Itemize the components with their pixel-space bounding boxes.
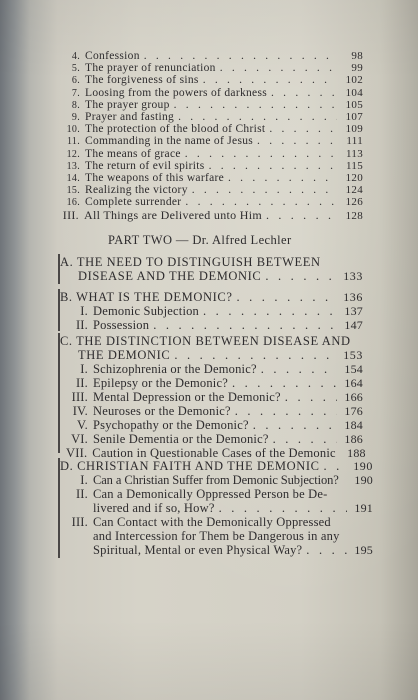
- toc-number: 6.: [71, 75, 80, 87]
- toc-page: 166: [344, 390, 363, 404]
- toc-title: Senile Dementia or the Demonic?: [93, 432, 269, 446]
- section-a-heading: [60, 255, 321, 270]
- toc-title: The return of evil spirits: [85, 159, 205, 172]
- toc-page: 105: [345, 98, 363, 111]
- toc-number: VI.: [71, 432, 88, 446]
- toc-number: 8.: [71, 99, 80, 111]
- toc-page: 115: [346, 159, 363, 172]
- toc-page: 186: [344, 432, 363, 446]
- toc-page: 102: [345, 74, 363, 87]
- toc-entry: [66, 87, 363, 99]
- toc-page: 137: [344, 304, 363, 318]
- toc-title: Caution in Questionable Cases of the Demonic: [92, 446, 336, 460]
- dot-leader: [174, 99, 337, 111]
- toc-number: 16.: [66, 197, 80, 209]
- dot-leader: [273, 432, 337, 447]
- dot-leader: [203, 74, 337, 86]
- dot-leader: [174, 348, 337, 363]
- section-a-entry: [78, 269, 363, 284]
- part-two-heading: PART TWO — Dr. Alfred Lechler: [108, 233, 292, 247]
- toc-title-cont: livered and if so, How?: [93, 501, 215, 515]
- dot-leader: [253, 418, 337, 433]
- toc-title: Loosing from the powers of darkness: [85, 86, 268, 99]
- section-c-line1: C. THE DISTINCTION BETWEEN DISEASE AND: [60, 334, 351, 348]
- toc-sub-entry: [66, 432, 363, 447]
- section-c-line2: THE DEMONIC: [78, 348, 171, 362]
- toc-entry: [66, 196, 363, 208]
- toc-page: 188: [347, 446, 366, 460]
- dot-leader: [203, 304, 337, 319]
- dot-leader: [266, 208, 337, 223]
- section-c-entry: [78, 348, 363, 363]
- toc-title: The means of grace: [85, 147, 181, 160]
- toc-entry: [66, 172, 363, 184]
- toc-title: Commanding in the name of Jesus: [85, 135, 254, 148]
- toc-title: The prayer group: [85, 98, 170, 111]
- toc-entry: [66, 135, 363, 147]
- section-d-item-2-line1: [66, 487, 328, 502]
- toc-page: 124: [345, 184, 363, 197]
- toc-entry: [66, 50, 363, 62]
- toc-title: Can a Demonically Oppressed Person be De-: [93, 487, 328, 501]
- section-d-item-3-line2: [93, 529, 340, 544]
- toc-page: 154: [344, 362, 363, 376]
- section-bar-c: [58, 333, 60, 453]
- toc-page: 126: [345, 196, 363, 209]
- toc-number: 4.: [71, 51, 80, 62]
- dot-leader: [220, 62, 337, 74]
- toc-entry: [66, 62, 363, 74]
- toc-title: The forgiveness of sins: [85, 74, 199, 87]
- toc-page: 128: [345, 210, 363, 222]
- dot-leader: [232, 376, 337, 391]
- dot-leader: [209, 160, 337, 172]
- dot-leader: [228, 172, 337, 184]
- dot-leader: [269, 123, 337, 135]
- toc-page: 147: [344, 318, 363, 332]
- toc-title-cont: and Intercession for Them be Dangerous in any: [93, 529, 340, 543]
- section-d-item-1: [66, 473, 373, 488]
- dot-leader: [306, 543, 347, 558]
- toc-title: Can a Christian Suffer from Demonic Subjection?: [93, 473, 339, 487]
- toc-entry: [66, 148, 363, 160]
- toc-number: 14.: [66, 173, 80, 184]
- toc-number: 9.: [71, 112, 80, 123]
- section-d-item-2-line2: [93, 501, 373, 516]
- toc-entry: [66, 184, 363, 196]
- toc-page: 190: [354, 473, 373, 487]
- dot-leader: [185, 196, 337, 208]
- toc-title: Can Contact with the Demonically Oppressed: [93, 515, 331, 529]
- toc-page: 190: [353, 459, 373, 473]
- dot-leader: [178, 111, 337, 123]
- section-a-line1: A. THE NEED TO DISTINGUISH BETWEEN: [60, 255, 321, 269]
- toc-page: 164: [344, 376, 363, 390]
- toc-number: 5.: [71, 63, 80, 75]
- toc-entry-part-one-iii: [60, 208, 363, 223]
- dot-leader: [265, 269, 337, 284]
- toc-number: IV.: [72, 404, 88, 418]
- toc-number: I.: [80, 473, 88, 487]
- dot-leader: [144, 50, 337, 62]
- dot-leader: [271, 87, 337, 99]
- toc-sub-entry: [66, 362, 363, 377]
- toc-page: 120: [345, 172, 363, 184]
- dot-leader: [261, 362, 337, 377]
- toc-number: V.: [77, 418, 88, 432]
- toc-title: Prayer and fasting: [85, 111, 175, 123]
- toc-number: III.: [71, 390, 88, 404]
- toc-number: 11.: [66, 136, 80, 148]
- toc-sub-entry: [66, 376, 363, 391]
- toc-page: 133: [343, 269, 363, 283]
- toc-number: I.: [80, 362, 88, 376]
- toc-title: Epilepsy or the Demonic?: [93, 376, 228, 390]
- toc-title: All Things are Delivered unto Him: [84, 208, 262, 222]
- toc-page: 153: [343, 348, 363, 362]
- toc-entry: [66, 111, 363, 123]
- toc-entry: [66, 74, 363, 86]
- toc-title: Confession: [85, 50, 140, 62]
- toc-entry: [66, 160, 363, 172]
- toc-title: Possession: [93, 318, 150, 332]
- toc-sub-entry: [66, 418, 363, 433]
- toc-page: 109: [345, 123, 363, 136]
- toc-page: 104: [345, 86, 363, 99]
- toc-page: 98: [351, 50, 363, 62]
- dot-leader: [236, 290, 337, 305]
- dot-leader: [219, 501, 347, 516]
- dot-leader: [192, 184, 337, 196]
- toc-page: 184: [344, 418, 363, 432]
- dot-leader: [185, 148, 337, 160]
- toc-number: III.: [62, 208, 79, 222]
- toc-page: 191: [354, 501, 373, 515]
- toc-page: 111: [346, 135, 363, 148]
- toc-title: The weapons of this warfare: [85, 172, 225, 184]
- toc-number: 12.: [66, 148, 80, 160]
- toc-number: I.: [80, 304, 88, 318]
- dot-leader: [153, 318, 337, 333]
- toc-number: VII.: [66, 446, 88, 460]
- toc-title: The prayer of renunciation: [85, 62, 216, 75]
- toc-page: 113: [346, 147, 363, 160]
- toc-number: II.: [75, 318, 88, 332]
- toc-title: Mental Depression or the Demonic?: [93, 390, 281, 404]
- toc-title: Neuroses or the Demonic?: [93, 404, 231, 418]
- toc-page: 107: [345, 111, 363, 123]
- toc-title: The protection of the blood of Christ: [85, 123, 266, 136]
- section-b-entry: [60, 290, 363, 305]
- dot-leader: [257, 135, 337, 147]
- toc-title: Psychopathy or the Demonic?: [93, 418, 249, 432]
- toc-number: 7.: [71, 87, 80, 99]
- toc-sub-entry: [66, 390, 363, 405]
- section-b-title: B. WHAT IS THE DEMONIC?: [60, 290, 233, 304]
- section-c-heading: [60, 334, 351, 349]
- dot-leader: [285, 390, 337, 405]
- toc-entry: [66, 99, 363, 111]
- toc-title: Realizing the victory: [85, 184, 188, 197]
- toc-number: 10.: [66, 124, 80, 136]
- section-d-item-3-line3: [93, 543, 373, 558]
- toc-number: III.: [71, 515, 88, 529]
- toc-entry: [66, 123, 363, 135]
- toc-page: 99: [351, 62, 363, 75]
- toc-title: Complete surrender: [85, 196, 182, 209]
- toc-sub-entry: [66, 304, 363, 319]
- toc-page: 176: [344, 404, 363, 418]
- toc-sub-entry: [66, 404, 363, 419]
- section-d-item-3-line1: [66, 515, 331, 530]
- section-d-entry: [60, 459, 373, 474]
- toc-number: 13.: [66, 160, 80, 172]
- toc-page: 195: [354, 543, 373, 557]
- section-d-title: D. CHRISTIAN FAITH AND THE DEMONIC: [60, 459, 320, 473]
- toc-page: 136: [343, 290, 363, 304]
- toc-title: Schizophrenia or the Demonic?: [93, 362, 257, 376]
- toc-title: Demonic Subjection: [93, 304, 200, 318]
- section-a-line2: DISEASE AND THE DEMONIC: [78, 269, 262, 283]
- toc-number: II.: [75, 487, 88, 501]
- toc-sub-entry: [66, 318, 363, 333]
- dot-leader: [235, 404, 337, 419]
- toc-number: 15.: [66, 185, 80, 197]
- toc-title-cont: Spiritual, Mental or even Physical Way?: [93, 543, 303, 557]
- dot-leader: [324, 459, 347, 474]
- toc-number: II.: [75, 376, 88, 390]
